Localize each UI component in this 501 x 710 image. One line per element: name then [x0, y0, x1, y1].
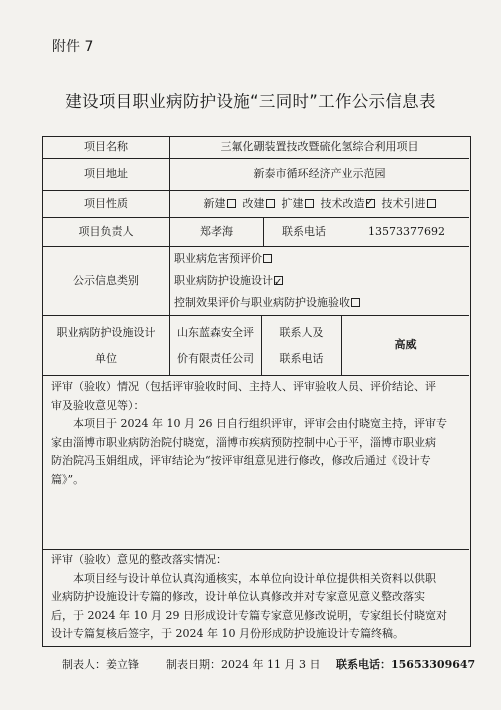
info-table	[42, 136, 471, 647]
footer-date: 制表日期：2024 年 11 月 3 日	[166, 658, 321, 671]
review-body-line: 本项目于 2024 年 10 月 26 日自行组织评审，评审会由付晓宽主持，评审专	[73, 417, 447, 430]
contact-label-line1: 联系人及	[279, 325, 324, 339]
design-unit-label	[43, 316, 169, 375]
rectification-body-line: 设计专篇复核后签字，于 2024 年 10 月份形成防护设施设计专篇终稿。	[51, 627, 404, 640]
contact-label	[262, 316, 341, 375]
checkbox-icon	[305, 199, 314, 208]
project-name-label: 项目名称	[84, 140, 128, 154]
checkbox-icon	[266, 199, 275, 208]
info-type-option-pre-evaluation: 职业病危害预评价	[174, 248, 272, 270]
design-unit-value	[170, 316, 261, 375]
info-type-option-design: 职业病防护设施设计✓	[174, 270, 283, 292]
public-info-type-options	[174, 247, 469, 315]
review-body-line: 家由淄博市职业病防治院付晓宽，淄博市疾病预防控制中心于平，淄博市职业病	[51, 435, 436, 449]
review-heading-line1: 评审（验收）情况（包括评审验收时间、主持人、评审验收人员、评价结论、评	[51, 380, 436, 393]
nature-option-new: 新建	[204, 196, 236, 213]
review-section	[51, 378, 463, 489]
checkbox-icon	[227, 199, 236, 208]
rectification-body-line: 后，于 2024 年 10 月 29 日形成设计专篇专家意见修改说明，专家组长付晓宽对	[51, 608, 447, 622]
row-divider	[43, 375, 469, 376]
project-address-label: 项目地址	[84, 167, 128, 181]
contact-value: 高威	[394, 338, 417, 352]
document-title: 建设项目职业病防护设施“三同时”工作公示信息表	[65, 92, 436, 111]
person-in-charge-value: 郑孝海	[200, 224, 233, 238]
annex-label: 附件 7	[52, 39, 94, 55]
nature-option-rebuild: 改建	[243, 196, 275, 213]
project-address-value: 新泰市循环经济产业示范园	[253, 167, 386, 181]
review-heading-line2: 审及验收意见等）：	[51, 398, 145, 412]
review-body-line: 篇》”。	[51, 472, 85, 486]
checkbox-icon	[263, 254, 272, 263]
checkbox-icon	[427, 199, 436, 208]
rectification-body-line: 本项目经与设计单位认真沟通核实，本单位向设计单位提供相关资料以供职	[73, 571, 436, 585]
footer-phone: 联系电话：15653309647	[336, 658, 476, 671]
design-unit-value-line2: 价有限责任公司	[177, 351, 254, 365]
nature-option-tech-import: 技术引进	[382, 196, 436, 213]
review-body-line: 防治院冯玉娟组成，评审结论为“按评审组意见进行修改，修改后通过《设计专	[51, 454, 431, 467]
rectification-body-line: 业病防护设施设计专篇的修改，设计单位认真修改并对专家意见意义整改落实	[51, 590, 425, 603]
nature-option-expand: 扩建	[282, 196, 314, 213]
design-unit-value-line1: 山东蓝森安全评	[177, 325, 254, 339]
nature-option-tech-upgrade: 技术改造✓	[321, 196, 375, 213]
person-in-charge-label: 项目负责人	[78, 224, 134, 238]
rectification-heading: 评审（验收）意见的整改落实情况：	[51, 553, 227, 566]
project-nature-label: 项目性质	[84, 196, 128, 210]
design-unit-label-line1: 职业病防护设施设计	[56, 325, 156, 339]
contact-label-line2: 联系电话	[279, 351, 324, 365]
project-name-value: 三氟化硼装置技改暨硫化氢综合利用项目	[220, 140, 419, 154]
project-nature-options	[170, 191, 469, 217]
public-info-type-label: 公示信息类别	[73, 273, 139, 287]
phone-value: 13573377692	[368, 224, 445, 238]
row-divider	[43, 549, 469, 550]
info-type-option-acceptance: 控制效果评价与职业病防护设施验收	[174, 292, 360, 314]
rectification-section	[51, 551, 463, 644]
checkbox-icon	[351, 298, 360, 307]
design-unit-label-line2: 单位	[95, 351, 117, 365]
phone-label: 联系电话	[282, 224, 326, 238]
footer-maker: 制表人：姜立锋	[62, 658, 139, 671]
checked-checkbox-icon	[274, 276, 283, 285]
checked-checkbox-icon	[366, 199, 375, 208]
